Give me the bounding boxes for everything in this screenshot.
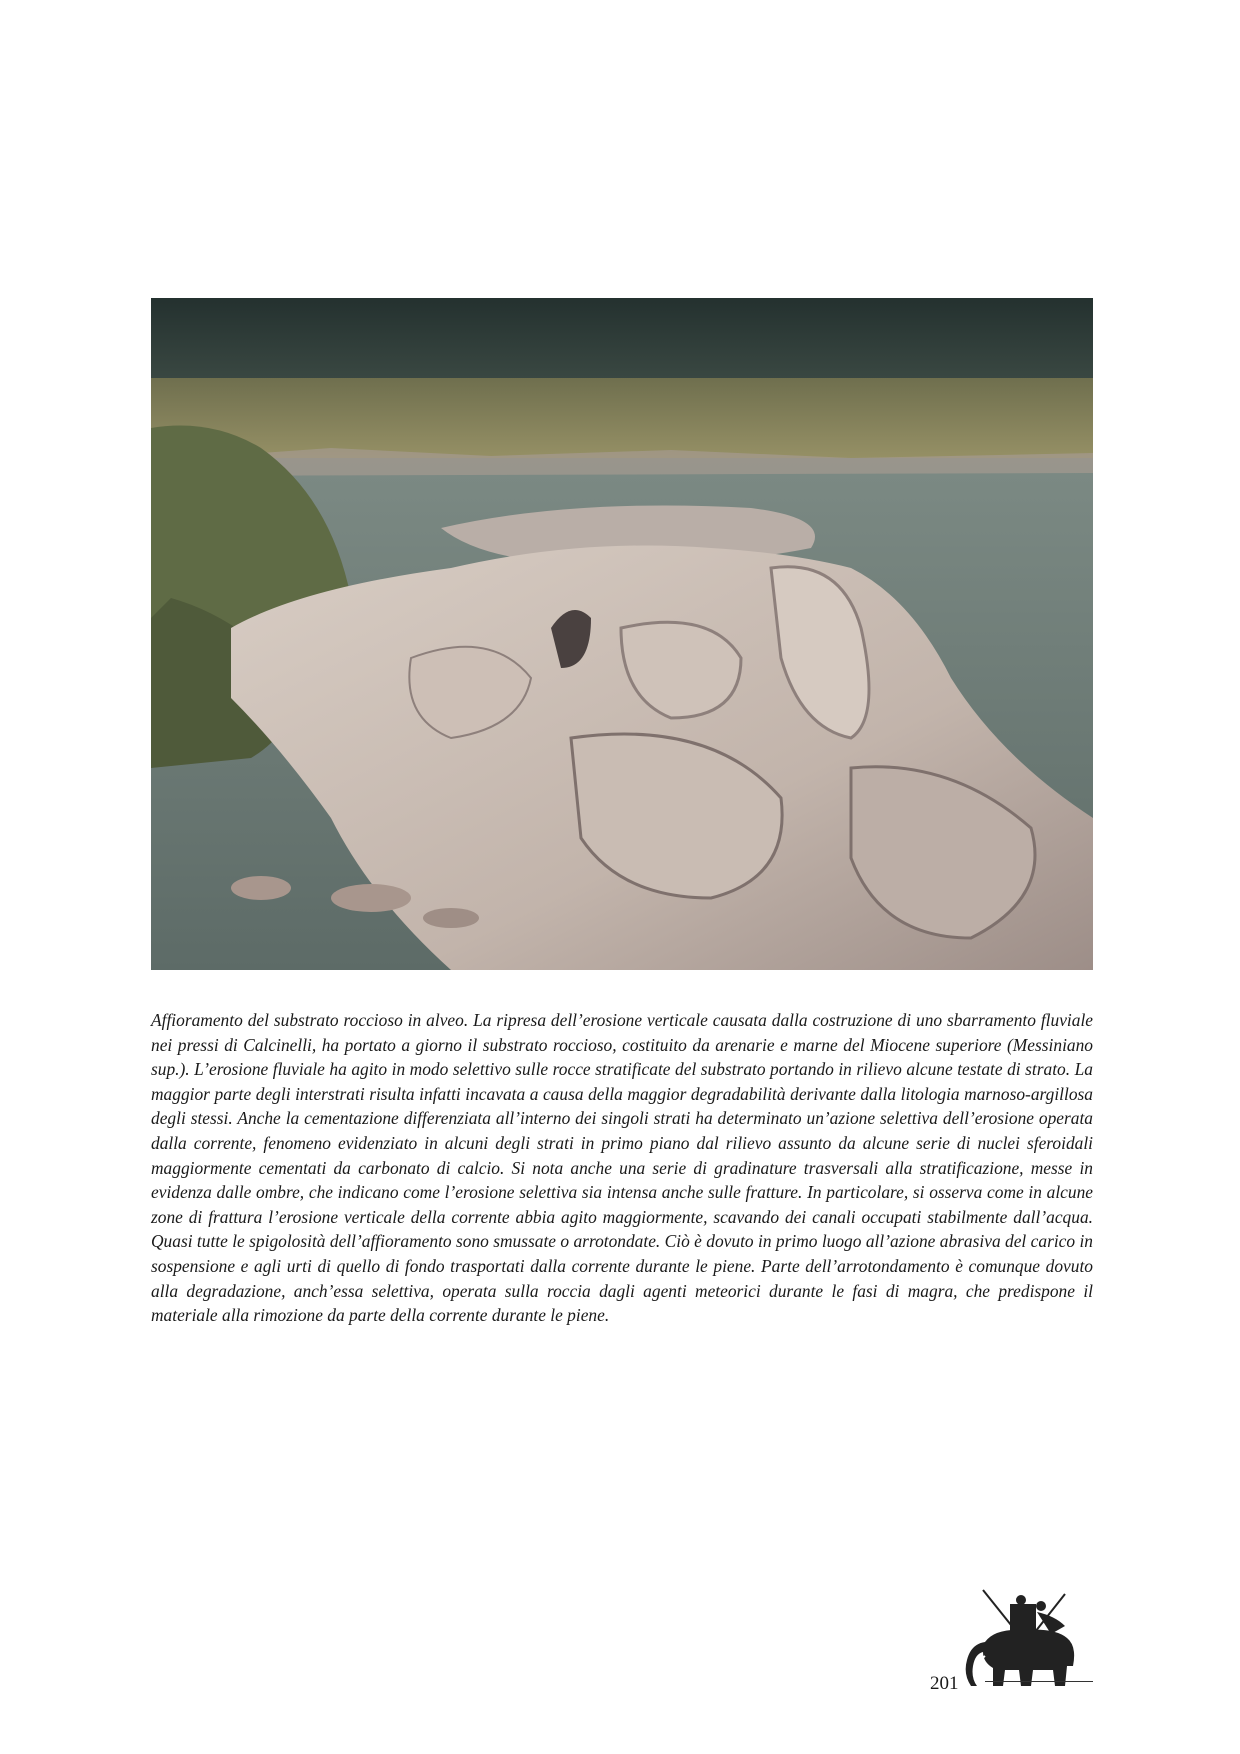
photo-caption: Affioramento del substrato roccioso in alveo. La ripresa dell’erosione verticale causata dalla costruzione di uno sbarramento fluviale nei pressi di Calcinelli, ha portato a giorno il substrato roccioso, costituito da arenarie e marne del Miocene superiore (Messiniano sup.). L’erosione fluviale ha agito in modo selettivo sulle rocce stratificate del substrato portando in rilievo alcune testate di strato. La maggior parte degli interstrati risulta infatti incavata a causa della maggior degradabilità derivante dalla litologia marnoso-argillosa degli stessi. Anche la cementazione differenziata all’interno dei singoli strati ha determinato un’azione selettiva dell’erosione operata dalla corrente, fenomeno evidenziato in alcuni degli strati in primo piano dal rilievo assunto da alcune serie di nuclei sferoidali maggiormente cementati da carbonato di calcio. Si nota anche una serie di gradinature trasversali alla stratificazione, messe in evidenza dalle ombre, che indicano come l’erosione selettiva sia intensa anche sulle fratture. In particolare, si osserva come in alcune zone di frattura l’erosione verticale della corrente abbia agito maggiormente, scavando dei canali occupati stabilmente dall’acqua. Quasi tutte le spigolosità dell’affioramento sono smussate o arrotondate. Ciò è dovuto in primo luogo all’azione abrasiva del carico in sospensione e agli urti di quello di fondo trasportati dalla corrente durante le piene. Parte dell’arrotondamento è comunque dovuto alla degradazione, anch’essa selettiva, operata sulla roccia dagli agenti meteorici durante le fasi di magra, che predispone il materiale alla rimozione da parte della corrente durante le piene. xyxy=(151,1010,1093,1326)
footer-rule xyxy=(985,1681,1093,1682)
elephant-with-riders-icon xyxy=(955,1582,1095,1692)
page-number: 201 xyxy=(930,1673,959,1694)
riverbed-outcrop-photo xyxy=(151,298,1093,970)
photo-illustration xyxy=(151,298,1093,970)
